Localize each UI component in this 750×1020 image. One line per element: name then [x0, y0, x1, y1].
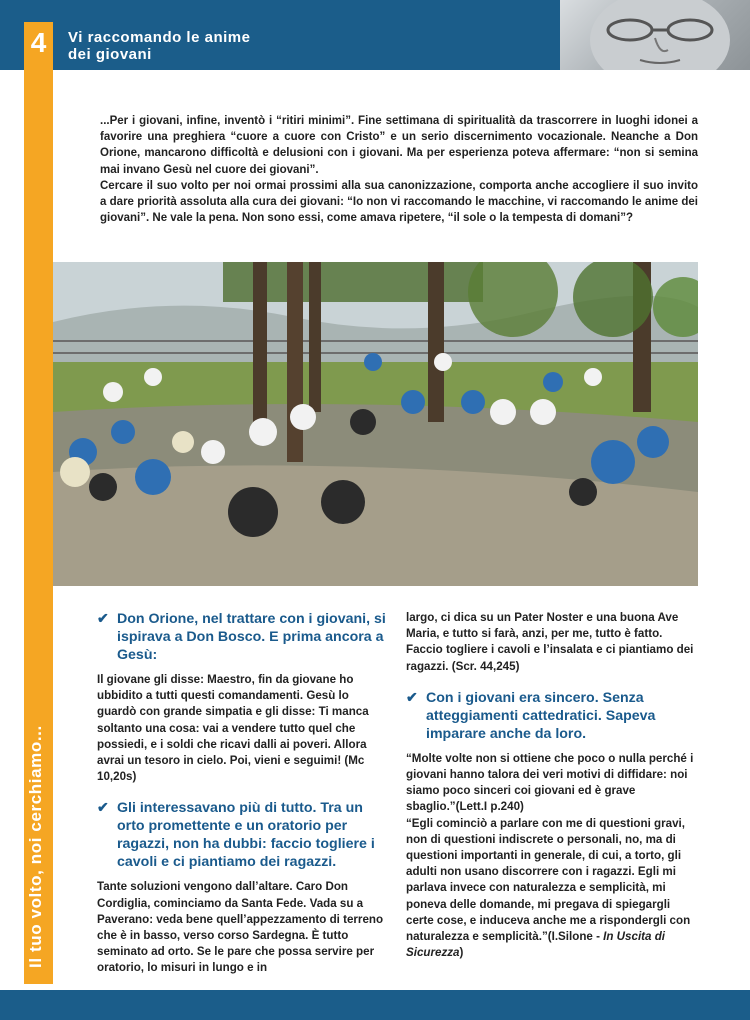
section-body: Tante soluzioni vengono dall’altare. Caro Don Cordiglia, cominciamo da Santa Fede. Vada su a Paverano: veda bene quell’appezzamento di terreno che è in basso, verso corso Sardegna. È tutto seminato ad orto. Se le pare che possa servire per oratorio, lo misuri in lungo e in — [97, 880, 384, 975]
section-body: “Molte volte non si ottiene che poco o nulla perché i giovani hanno talora dei veri motivi di diffidare: noi siamo poco sinceri coi giovani ed è grave sbaglio.”(Lett.I p.240) — [406, 751, 694, 814]
header-portrait-photo — [560, 0, 750, 70]
sidebar-label: Il tuo volto, noi cerchiamo... — [26, 725, 45, 968]
group-photo — [53, 262, 698, 586]
section-heading — [97, 799, 387, 871]
intro-text — [100, 113, 698, 226]
section-heading — [406, 689, 696, 743]
section-heading-text: Con i giovani era sincero. Senza atteggiamenti cattedratici. Sapeva imparare anche da loro. — [426, 689, 656, 742]
check-icon: ✔ — [97, 611, 109, 627]
intro-paragraph: ...Per i giovani, infine, inventò i “ritiri minimi”. Fine settimana di spiritualità da trascorrere in luoghi idonei a favorire una preghiera “cuore a cuore con Cristo” e un serio discernimento vocazionale. Neanche a Don Orione, mancarono difficoltà e delusioni con i giovani. Ma per esperienza poteva affermare: “non si semina mai invano Gesù nel cuore dei giovani”. — [100, 115, 698, 176]
quote-source: In Uscita di Sicurezza — [406, 930, 666, 960]
check-icon: ✔ — [406, 689, 418, 706]
intro-paragraph: Cercare il suo volto per noi ormai prossimi alla sua canonizzazione, comporta anche accogliere il suo invito a dare priorità assoluta alla cura dei giovani: “Io non vi raccomando le macchine, vi raccomando le anime dei giovani”. Ne vale la pena. Non sono essi, come amava ripetere, “il sole o la tempesta di domani”? — [100, 179, 698, 225]
check-icon: ✔ — [97, 800, 109, 817]
section-heading-text: Don Orione, nel trattare con i giovani, si ispirava a Don Bosco. E prima ancora a Gesù: — [117, 611, 386, 663]
section-body — [406, 816, 696, 962]
section-heading — [97, 610, 387, 664]
section-body: Il giovane gli disse: Maestro, fin da giovane ho ubbidito a tutti questi comandamenti. Gesù lo guardò con grande simpatia e gli disse: Ti manca soltanto una cosa: vai a vendere tutto quel che possiedi, e i soldi che ricavi dalli ai poveri. Allora avrai un tesoro in cielo. Poi, vieni e seguimi! (Mc 10,20s) — [97, 673, 369, 784]
section-heading-text: Gli interessavano più di tutto. Tra un orto promettente e un oratorio per ragazzi, non ha dubbi: faccio togliere i cavoli e ci piantiamo dei ragazzi. — [117, 800, 375, 871]
left-column — [97, 610, 387, 977]
quote-text: “Egli cominciò a parlare con me di questioni gravi, non di questioni indiscrete o personali, no, ma di questioni importanti in generale, di cui, a torto, gli adulti non usano discorrere con i ragazzi. Egli mi parlava invece con naturalezza e semplicità, mi poneva delle domande, mi pregava di spiegargli certe cose, e induceva anche me a rispondergli con naturalezza e semplicità.”(I.Silone - — [406, 816, 691, 944]
right-column — [406, 610, 696, 961]
quote-closing: ) — [459, 946, 464, 960]
footer-bar — [0, 990, 750, 1020]
section-body-continuation: largo, ci dica su un Pater Noster e una buona Ave Maria, e tutto si farà, anzi, per me, tutto è fatto. Faccio togliere i cavoli e l’insalata e ci piantiamo dei ragazzi. (Scr. 44,245) — [406, 611, 694, 673]
page-number: 4 — [30, 27, 47, 58]
page-title: Vi raccomando le anime dei giovani — [68, 29, 251, 63]
